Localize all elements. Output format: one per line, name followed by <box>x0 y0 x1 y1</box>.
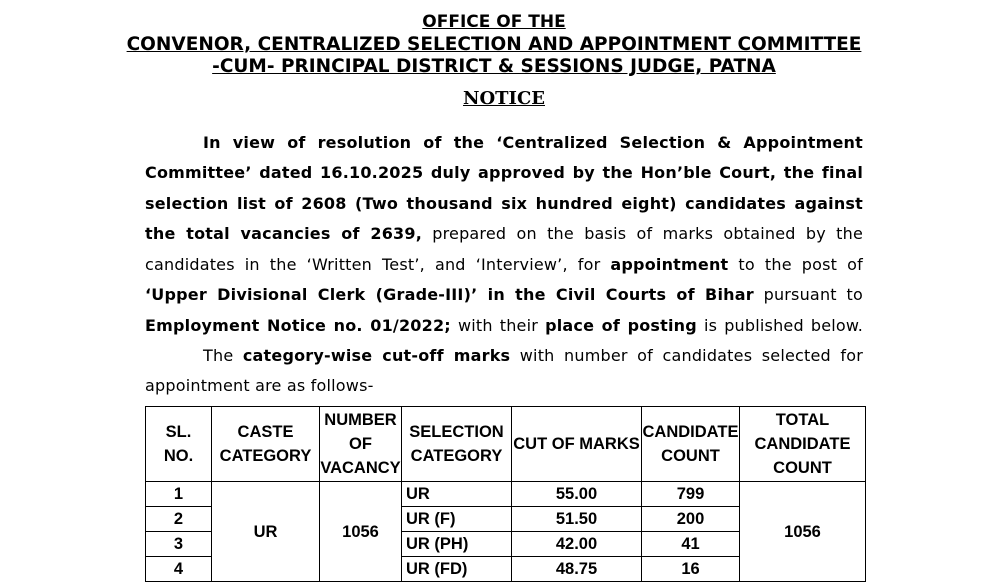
cut-off-cell: 55.00 <box>512 482 642 507</box>
notice-title: NOTICE <box>463 88 545 109</box>
header-number-of-vacancy: NUMBER OF VACANCY <box>320 407 402 482</box>
para1-line6-text: pursuant to <box>753 285 863 304</box>
cut-off-cell: 48.75 <box>512 557 642 582</box>
para2-line1-text: The <box>203 346 243 365</box>
cut-off-cell: 51.50 <box>512 507 642 532</box>
para2-line1-end: with number of candidates selected for <box>510 346 863 365</box>
header-candidate-count: CANDIDATE COUNT <box>642 407 740 482</box>
sl-cell: 2 <box>146 507 212 532</box>
appointment-text: appointment <box>610 255 729 274</box>
para1-line4-text: prepared on the basis of marks obtained by the <box>422 224 863 243</box>
vacancy-cell: 1056 <box>320 482 402 582</box>
para1-line7-text: with their <box>450 316 546 335</box>
header-selection-category: SELECTION CATEGORY <box>402 407 512 482</box>
header-caste-category: CASTE CATEGORY <box>212 407 320 482</box>
para1-line5-end: to the post of <box>728 255 863 274</box>
header-sl-no: SL. NO. <box>146 407 212 482</box>
para1-line2: Committee’ dated 16.10.2025 duly approved by the Hon’ble Court, the final <box>145 163 863 182</box>
selection-category-cell: UR (PH) <box>402 532 512 557</box>
office-heading: OFFICE OF THE <box>422 12 566 32</box>
judge-heading: -CUM- PRINCIPAL DISTRICT & SESSIONS JUDGE, PATNA <box>212 56 776 77</box>
header-total-candidate-count: TOTAL CANDIDATE COUNT <box>740 407 866 482</box>
para1-line3: selection list of 2608 (Two thousand six hundred eight) candidates against <box>145 194 863 213</box>
cutoff-table <box>145 406 866 582</box>
candidate-count-cell: 200 <box>642 507 740 532</box>
sl-cell: 3 <box>146 532 212 557</box>
para1-line5-text: candidates in the ‘Written Test’, and ‘Interview’, for <box>145 255 611 274</box>
para1-line1: In view of resolution of the ‘Centralized Selection & Appointment <box>203 133 863 152</box>
table-row <box>146 482 866 507</box>
table-header-row <box>146 407 866 482</box>
header-cut-off-marks: CUT OF MARKS <box>512 407 642 482</box>
selection-category-cell: UR (FD) <box>402 557 512 582</box>
para1-line7-end: is published below. <box>696 316 864 335</box>
candidate-count-cell: 41 <box>642 532 740 557</box>
selection-category-cell: UR (F) <box>402 507 512 532</box>
total-vacancies-text: the total vacancies of 2639, <box>145 224 422 243</box>
place-of-posting-text: place of posting <box>545 316 697 335</box>
sl-cell: 1 <box>146 482 212 507</box>
committee-heading: CONVENOR, CENTRALIZED SELECTION AND APPOINTMENT COMMITTEE <box>126 34 862 55</box>
category-cutoff-text: category-wise cut-off marks <box>242 346 511 365</box>
sl-cell: 4 <box>146 557 212 582</box>
candidate-count-cell: 799 <box>642 482 740 507</box>
candidate-count-cell: 16 <box>642 557 740 582</box>
cut-off-cell: 42.00 <box>512 532 642 557</box>
total-candidate-count-cell: 1056 <box>740 482 866 582</box>
post-name-text: ‘Upper Divisional Clerk (Grade-III)’ in the Civil Courts of Bihar <box>145 285 754 304</box>
employment-notice-text: Employment Notice no. 01/2022; <box>145 316 451 335</box>
caste-category-cell: UR <box>212 482 320 582</box>
selection-category-cell: UR <box>402 482 512 507</box>
para2-line2: appointment are as follows- <box>145 376 374 395</box>
